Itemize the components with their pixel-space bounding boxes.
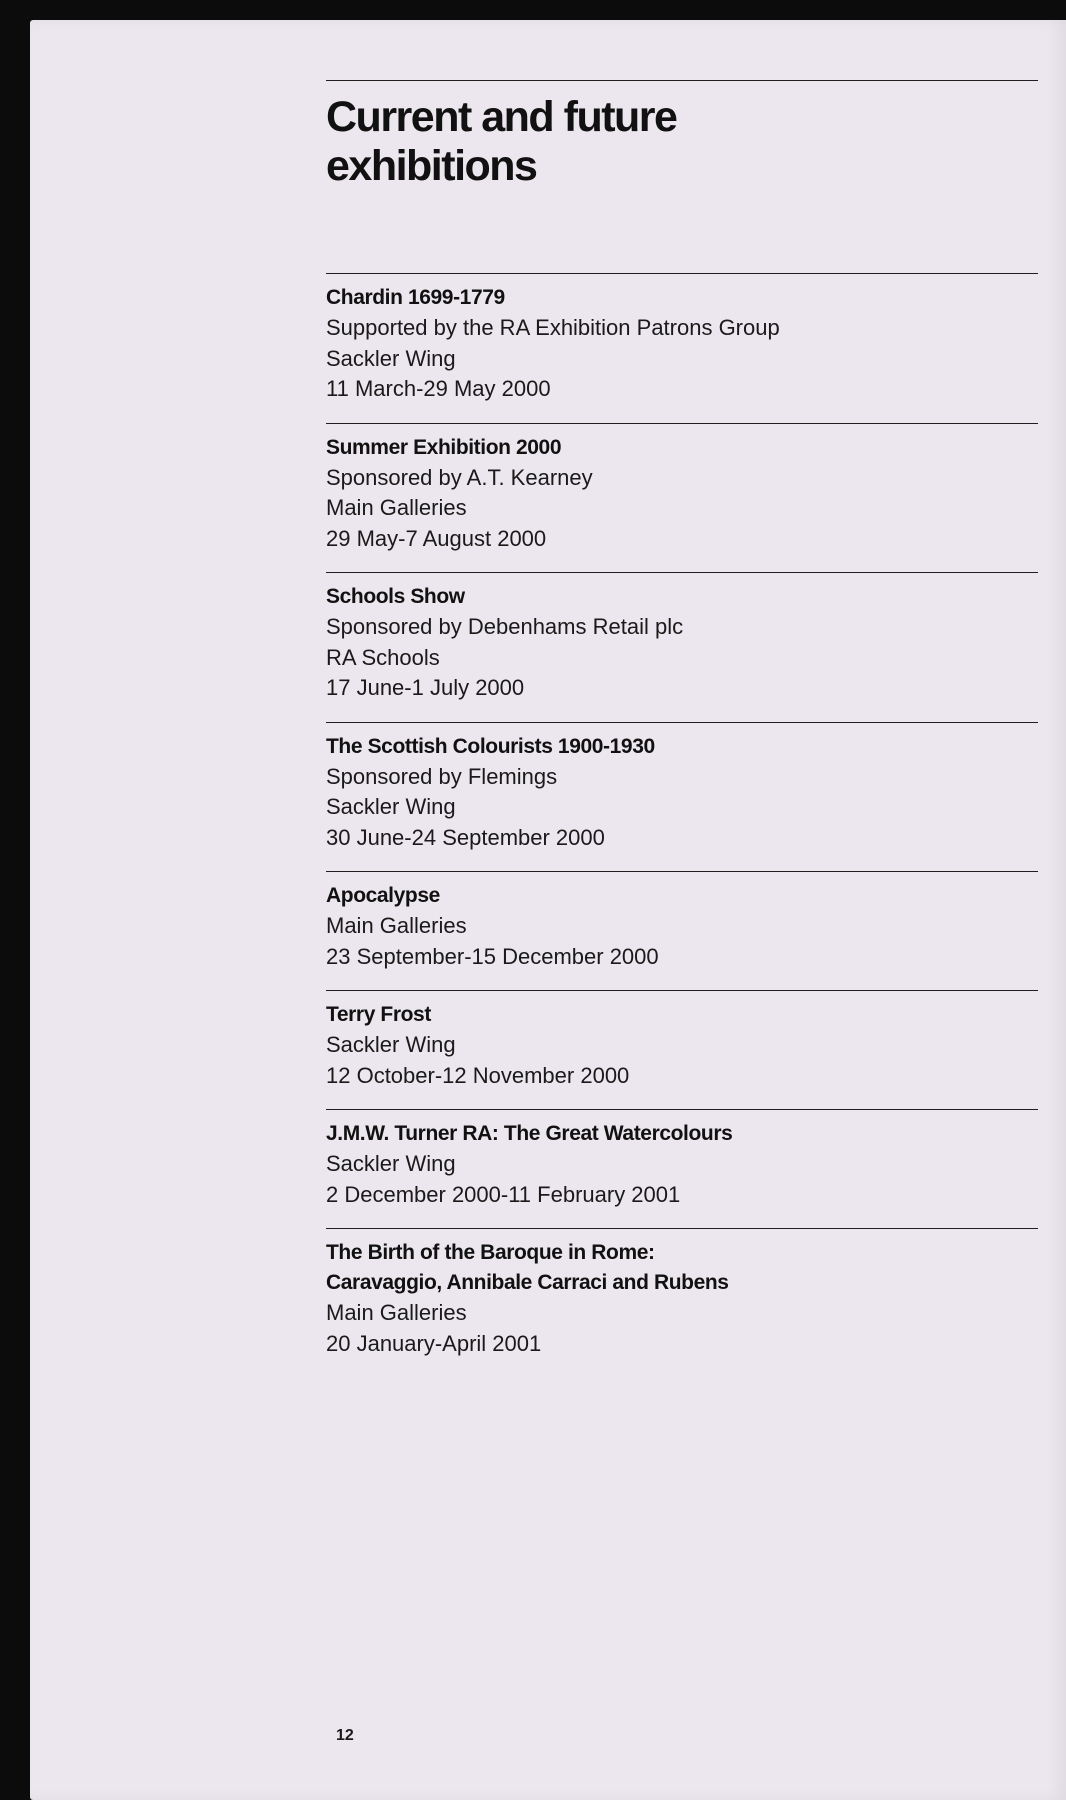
- exhibition-dates: 30 June-24 September 2000: [326, 824, 605, 850]
- page-sheet: [30, 20, 1066, 1800]
- exhibition-title-continued: Caravaggio, Annibale Carraci and Rubens: [326, 1271, 729, 1294]
- exhibition-dates: 11 March-29 May 2000: [326, 376, 551, 401]
- exhibition-dates: 17 June-1 July 2000: [326, 675, 525, 700]
- exhibition-venue: Sackler Wing: [326, 1032, 456, 1057]
- exhibition-dates: 12 October-12 November 2000: [326, 1062, 630, 1088]
- exhibition-sponsor: Sponsored by Flemings: [326, 763, 558, 789]
- exhibition-venue: Sackler Wing: [326, 345, 456, 371]
- exhibition-entry: [326, 1110, 1038, 1228]
- exhibition-sponsor: Sponsored by A.T. Kearney: [326, 464, 593, 490]
- exhibition-title: J.M.W. Turner RA: The Great Watercolours: [326, 1122, 733, 1145]
- title-spacer: [326, 191, 1038, 273]
- page-title-line-2: exhibitions: [326, 142, 537, 190]
- exhibition-dates: 2 December 2000-11 February 2001: [326, 1181, 681, 1207]
- exhibition-entry: [326, 274, 1038, 423]
- exhibition-venue: Main Galleries: [326, 495, 467, 520]
- exhibition-entry: [326, 573, 1038, 722]
- exhibition-dates: 23 September-15 December 2000: [326, 943, 659, 969]
- exhibition-dates: 20 January-April 2001: [326, 1330, 542, 1356]
- exhibition-entry: [326, 991, 1038, 1109]
- exhibition-venue: RA Schools: [326, 644, 440, 670]
- exhibition-title: Terry Frost: [326, 1003, 431, 1026]
- exhibition-entry: [326, 1229, 1038, 1377]
- exhibition-title: Schools Show: [326, 585, 465, 608]
- exhibition-venue: Main Galleries: [326, 913, 467, 938]
- exhibition-entry: [326, 723, 1038, 872]
- exhibition-column: [326, 80, 1038, 1377]
- exhibition-venue: Sackler Wing: [326, 1151, 456, 1176]
- exhibition-dates: 29 May-7 August 2000: [326, 525, 547, 551]
- exhibition-entry: [326, 424, 1038, 573]
- exhibition-sponsor: Supported by the RA Exhibition Patrons Group: [326, 315, 780, 340]
- exhibition-title: Chardin 1699-1779: [326, 286, 505, 309]
- exhibition-venue: Main Galleries: [326, 1300, 467, 1325]
- exhibition-title: Summer Exhibition 2000: [326, 435, 562, 459]
- exhibition-entry: [326, 872, 1038, 990]
- exhibition-title: Apocalypse: [326, 884, 440, 907]
- exhibition-sponsor: Sponsored by Debenhams Retail plc: [326, 614, 684, 639]
- exhibition-venue: Sackler Wing: [326, 794, 456, 819]
- title-rule: [326, 80, 1038, 81]
- page-number: 12: [336, 1727, 354, 1744]
- page-title-line-1: Current and future: [326, 93, 677, 141]
- exhibition-title: The Scottish Colourists 1900-1930: [326, 734, 655, 758]
- page-title: [326, 93, 1038, 191]
- exhibition-title: The Birth of the Baroque in Rome:: [326, 1241, 655, 1264]
